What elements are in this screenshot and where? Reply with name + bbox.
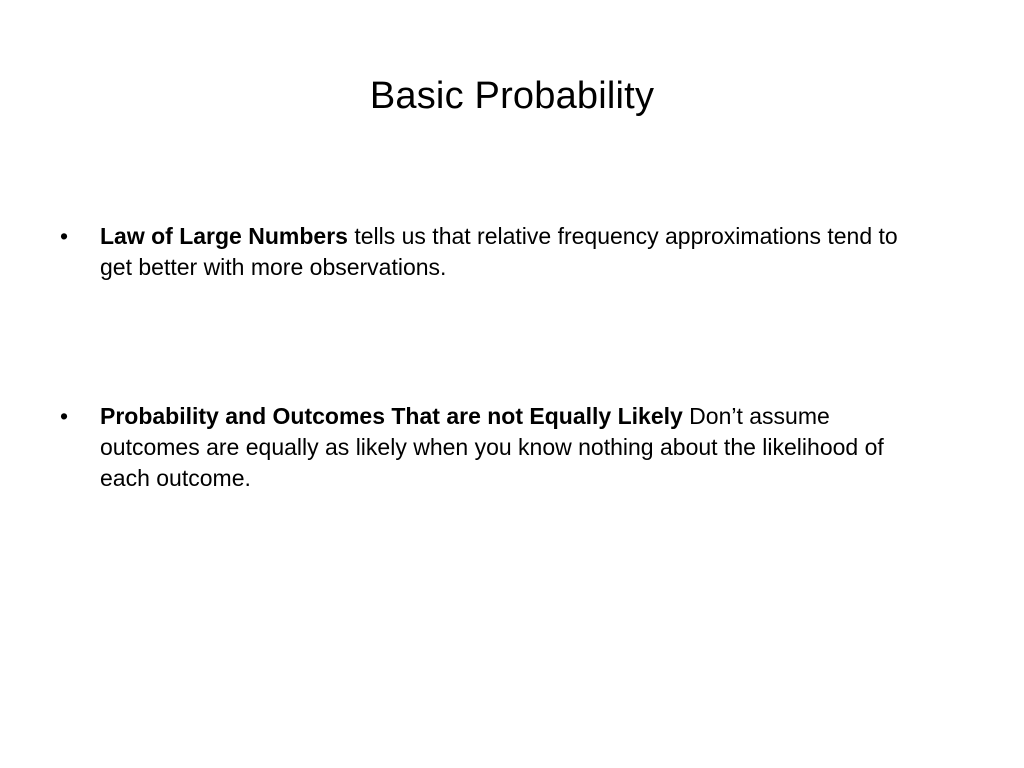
bullet-item <box>60 221 940 283</box>
bullet-text <box>100 221 930 283</box>
bullet-item <box>60 401 940 494</box>
bullet-marker: • <box>60 403 69 429</box>
bullet-body: Don’t assume outcomes are equally as likely when you know nothing about the likelihood of each outcome. <box>100 403 884 491</box>
bullet-term: Law of Large Numbers <box>100 223 348 249</box>
slide-title: Basic Probability <box>369 75 655 117</box>
bullet-body: tells us that relative frequency approximations tend to get better with more observations. <box>100 223 898 280</box>
bullet-marker: • <box>60 223 69 249</box>
bullet-term: Probability and Outcomes That are not Equally Likely <box>100 403 683 429</box>
bullet-text <box>100 401 930 494</box>
